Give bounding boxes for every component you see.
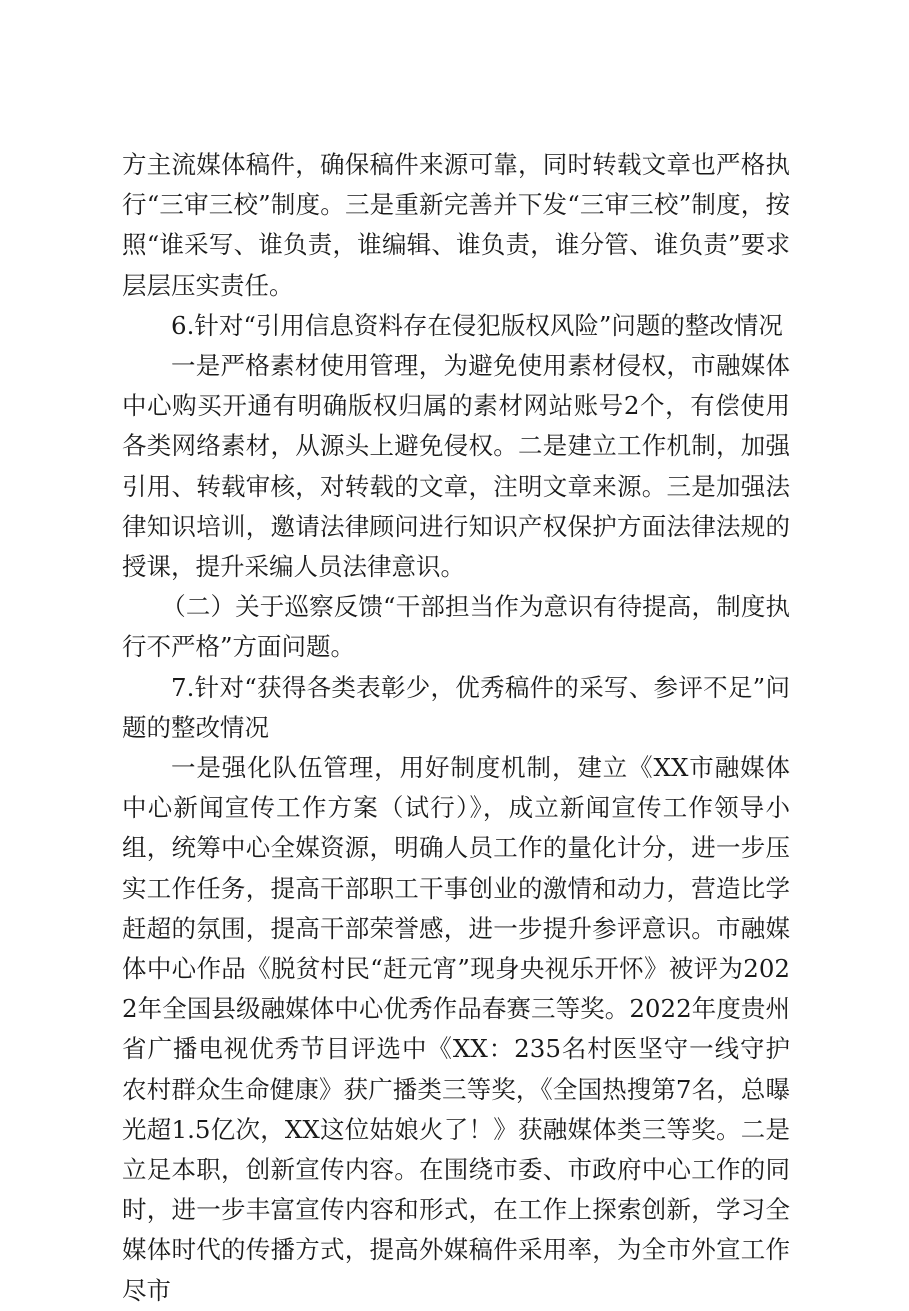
- paragraph-awards-rectification: 一是强化队伍管理，用好制度机制，建立《XX市融媒体中心新闻宣传工作方案（试行）》，成立新闻宣传工作领导小组，统筹中心全媒资源，明确人员工作的量化计分，进一步压实工作任务，提高干部职工干事创业的激情和动力，营造比学赶超的氛围，提高干部荣誉感，进一步提升参评意识。市融媒体中心作品《脱贫村民“赶元宵”现身央视乐开怀》被评为2022年全国县级融媒体中心优秀作品春赛三等奖。2022年度贵州省广播电视优秀节目评选中《XX：235名村医坚守一线守护农村群众生命健康》获广播类三等奖，《全国热搜第7名，总曝光超1.5亿次，XX这位姑娘火了！》获融媒体类三等奖。二是立足本职，创新宣传内容。在围绕市委、市政府中心工作的同时，进一步丰富宣传内容和形式，在工作上探索创新，学习全媒体时代的传播方式，提高外媒稿件采用率，为全市外宣工作尽市: [122, 753, 790, 1305]
- section-heading-6: 6.针对“引用信息资料存在侵犯版权风险”问题的整改情况: [171, 310, 783, 340]
- section-heading-part-2: （二）关于巡察反馈“干部担当作为意识有待提高，制度执行不严格”方面问题。: [122, 592, 790, 662]
- section-heading-7: 7.针对“获得各类表彰少，优秀稿件的采写、参评不足”问题的整改情况: [122, 672, 790, 742]
- paragraph-continuation: 方主流媒体稿件，确保稿件来源可靠，同时转载文章也严格执行“三审三校”制度。三是重新完善并下发“三审三校”制度，按照“谁采写、谁负责，谁编辑、谁负责，谁分管、谁负责”要求层层压实责任。: [122, 150, 790, 300]
- document-body: [122, 145, 790, 1311]
- paragraph-copyright-rectification: 一是严格素材使用管理，为避免使用素材侵权，市融媒体中心购买开通有明确版权归属的素材网站账号2个，有偿使用各类网络素材，从源头上避免侵权。二是建立工作机制，加强引用、转载审核，对转载的文章，注明文章来源。三是加强法律知识培训，邀请法律顾问进行知识产权保护方面法律法规的授课，提升采编人员法律意识。: [122, 351, 790, 582]
